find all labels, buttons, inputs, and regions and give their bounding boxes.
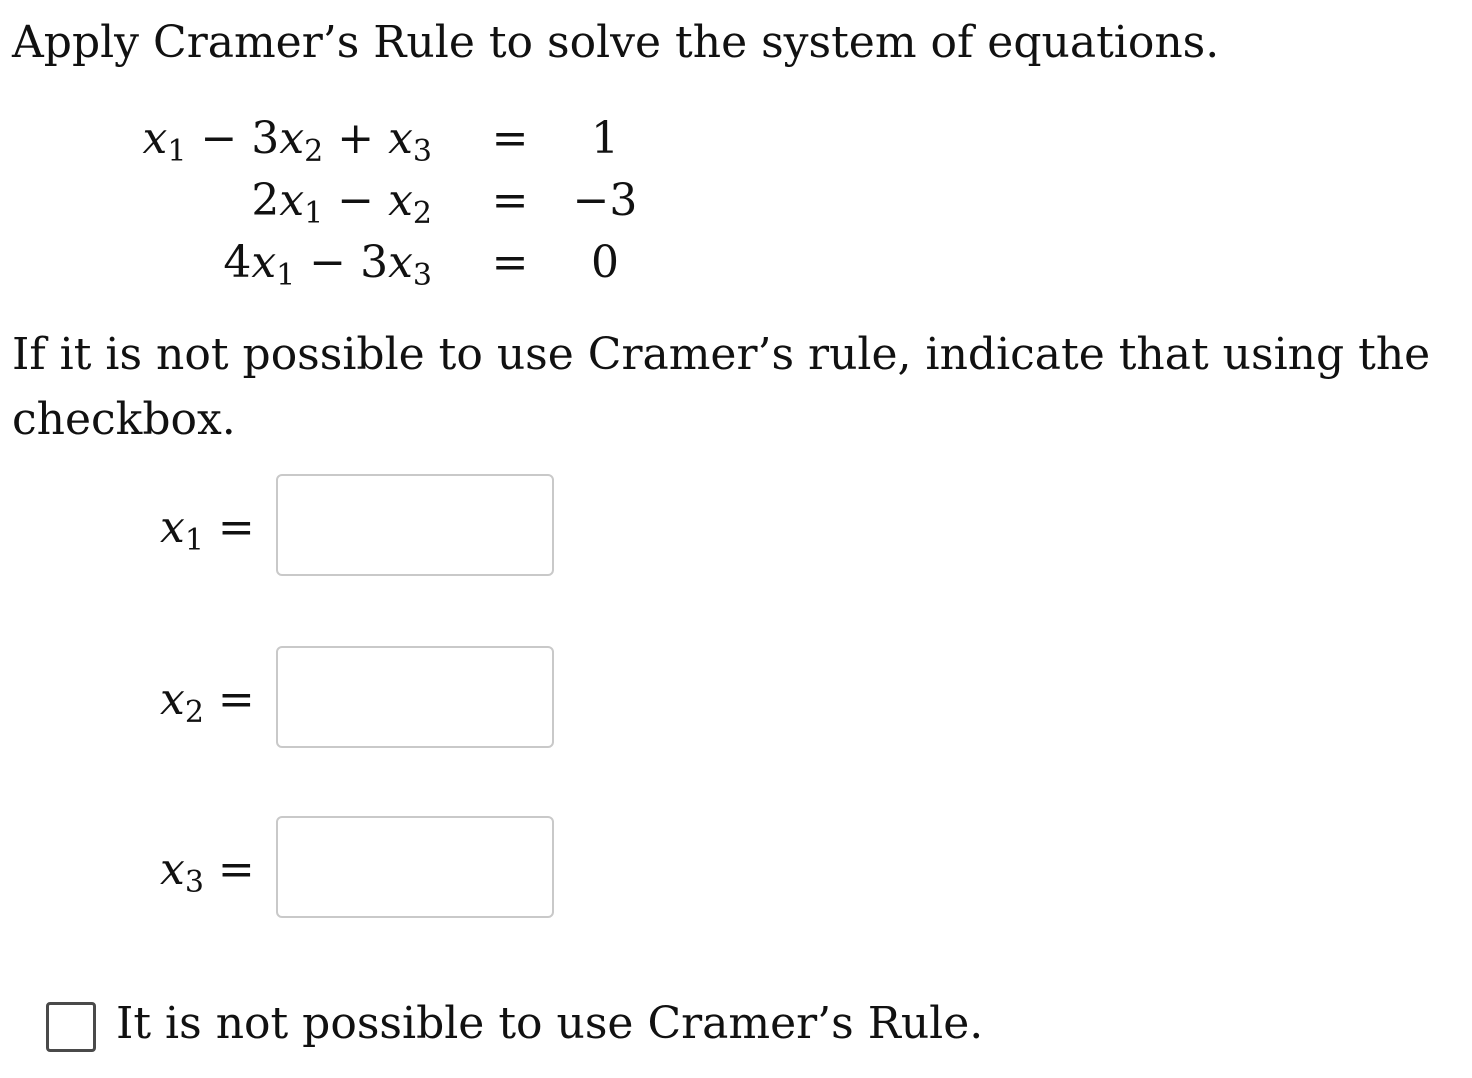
equals-sign: = <box>491 175 529 226</box>
equation-rhs: 1 <box>591 113 619 164</box>
equation-row-3 <box>120 232 680 294</box>
answer-row-x2 <box>0 646 700 754</box>
x3-answer-input[interactable] <box>276 816 554 918</box>
answer-row-x1 <box>0 474 700 582</box>
equation-lhs: $x_1 - 3x_2 + x_3$ <box>142 113 432 169</box>
question-prompt: Apply Cramer’s Rule to solve the system of equations. <box>12 17 1220 68</box>
equals-sign: = <box>491 237 529 288</box>
equation-lhs: $2x_1 - x_2$ <box>251 175 432 231</box>
equation-row-2 <box>120 170 680 232</box>
equation-rhs: −3 <box>572 175 638 226</box>
equation-row-1 <box>120 108 680 170</box>
answer-label-x3: $x_3$ = <box>160 844 255 900</box>
equation-system <box>120 108 680 294</box>
instruction-text: If it is not possible to use Cramer’s rule, indicate that using the checkbox. <box>12 329 1431 445</box>
not-possible-option[interactable] <box>46 1000 1046 1056</box>
answer-row-x3 <box>0 816 700 924</box>
equals-sign: = <box>491 113 529 164</box>
x2-answer-input[interactable] <box>276 646 554 748</box>
answer-label-x1: $x_1$ = <box>160 502 255 558</box>
answer-label-x2: $x_2$ = <box>160 674 255 730</box>
not-possible-checkbox-label[interactable]: It is not possible to use Cramer’s Rule. <box>116 998 984 1049</box>
not-possible-checkbox[interactable] <box>46 1002 96 1052</box>
equation-lhs: $4x_1 - 3x_3$ <box>223 237 432 293</box>
equation-rhs: 0 <box>591 237 619 288</box>
x1-answer-input[interactable] <box>276 474 554 576</box>
